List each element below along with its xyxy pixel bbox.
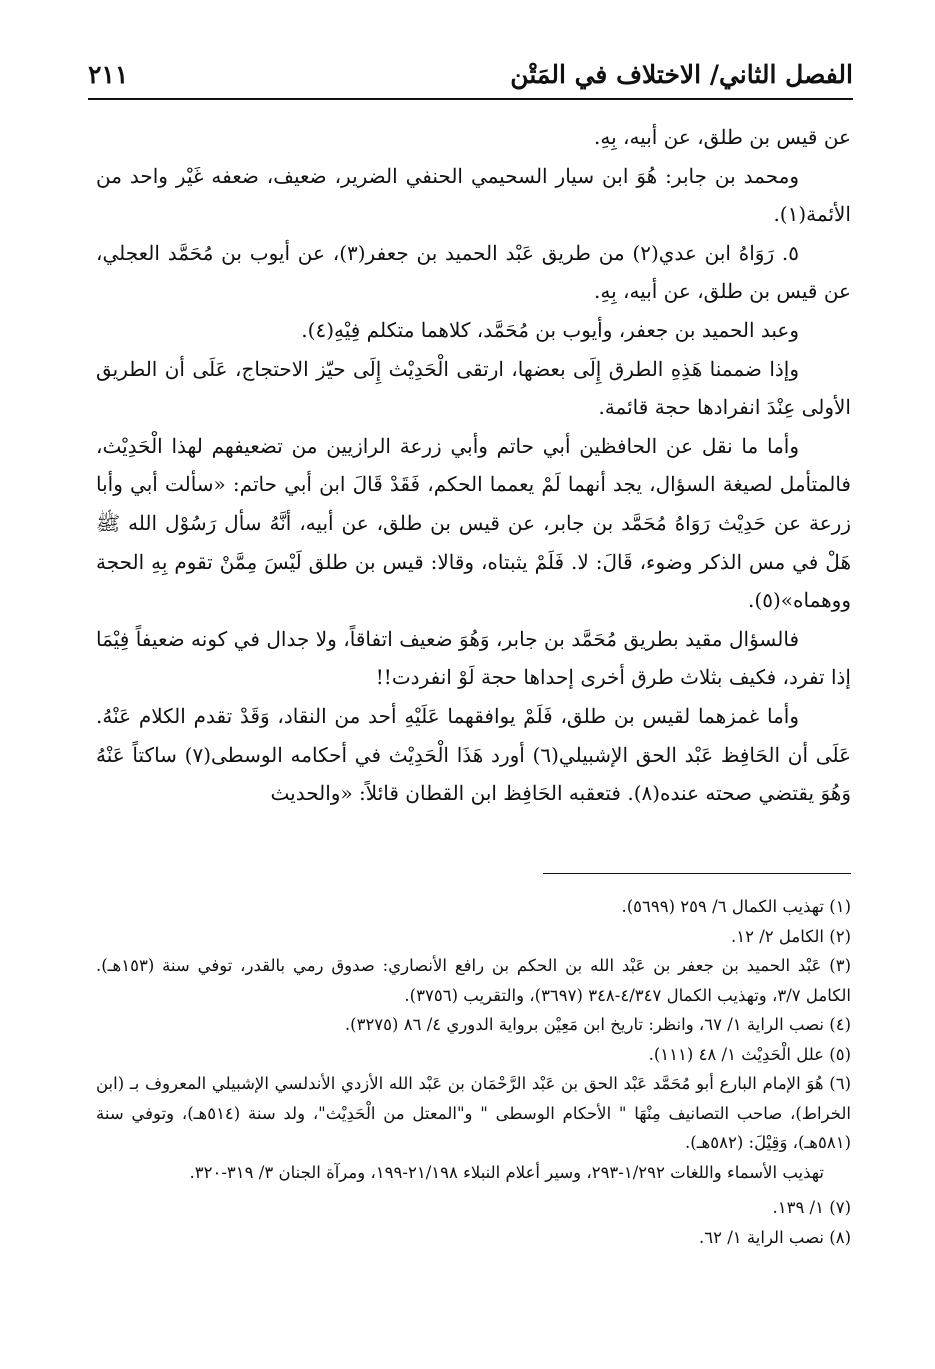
footnote: (١) تهذيب الكمال ٦/ ٢٥٩ (٥٦٩٩). (621, 897, 851, 916)
chapter-title: الفصل الثاني/ الاختلاف في المَتْن (510, 60, 853, 89)
paragraph: ٥. رَوَاهُ ابن عدي(٢) من طريق عَبْد الحميد بن جعفر(٣)، عن أيوب بن مُحَمَّد العجلي، عن قيس بن طلق، عن أبيه، بِهِ. (96, 240, 851, 304)
footnote: (٧) ١/ ١٣٩. (772, 1198, 851, 1217)
paragraph: ومحمد بن جابر: هُوَ ابن سيار السحيمي الحنفي الضرير، ضعيف، ضعفه غَيْر واحد من الأئمة(١). (96, 163, 851, 227)
paragraph: عن قيس بن طلق، عن أبيه، بِهِ. (593, 125, 851, 149)
footnote: (٦) هُوَ الإمام البارع أبو مُحَمَّد عَبْد الحق بن عَبْد الرَّحْمَان بن عَبْد الله الأزدي الأندلسي الإشبيلي المعروف بـ (ابن الخراط)، صاحب التصانيف مِنْهَا " الأحكام الوسطى " و"المعتل من الْحَدِيْث"، ولد سنة (٥١٤هـ)، وتوفي سنة (٥٨١هـ)، وَقِيْلَ: (٥٨٢هـ). (96, 1074, 851, 1152)
footnote: (٥) علل الْحَدِيْث ١/ ٤٨ (١١١). (648, 1044, 851, 1064)
main-text (96, 118, 851, 813)
footnote: (٤) نصب الراية ١/ ٦٧، وانظر: تاريخ ابن مَعِيْن برواية الدوري ٤/ ٨٦ (٣٢٧٥). (344, 1015, 851, 1034)
paragraph: وعبد الحميد بن جعفر، وأيوب بن مُحَمَّد، كلاهما متكلم فِيْهِ(٤). (301, 317, 799, 342)
paragraph: وإذا ضممنا هَذِهِ الطرق إِلَى بعضها، ارتقى الْحَدِيْث إِلَى حيّز الاحتجاج، عَلَى أن الطريق الأولى عِنْدَ انفرادها حجة قائمة. (96, 356, 851, 420)
footnote-continuation: تهذيب الأسماء واللغات ١/٢٩٢-٢٩٣، وسير أعلام النبلاء ٢١/١٩٨-١٩٩، ومرآة الجنان ٣/ ٣١٩-٣٢٠. (189, 1162, 824, 1182)
footnote: (٣) عَبْد الحميد بن جعفر بن عَبْد الله بن الحكم بن رافع الأنصاري: صدوق رمي بالقدر، توفي سنة (١٥٣هـ). الكامل ٣/٧، وتهذيب الكمال ٤/٣٤٧-٣٤٨ (٣٦٩٧)، والتقريب (٣٧٥٦). (96, 956, 851, 1005)
running-header (88, 56, 853, 100)
footnotes (96, 892, 851, 1252)
paragraph: فالسؤال مقيد بطريق مُحَمَّد بن جابر، وَهُوَ ضعيف اتفاقاً، ولا جدال في كونه ضعيفاً فِيْمَا إذا تفرد، فكيف بثلاث طرق أخرى إحداها حجة لَوْ انفردت!! (96, 626, 851, 690)
page-number: ٢١١ (88, 60, 129, 89)
paragraph: وأما ما نقل عن الحافظين أبي حاتم وأبي زرعة الرازيين من تضعيفهم لهذا الْحَدِيْث، فالمتأمل لصيغة السؤال، يجد أنهما لَمْ يعمما الحكم، فَقَدْ قَالَ ابن أبي حاتم: «سألت أبي وأبا زرعة عن حَدِيْث رَوَاهُ مُحَمَّد بن جابر، عن قيس بن طلق، عن أبيه، أنَّهُ سأل رَسُوْل الله ﷺ هَلْ في مس الذكر وضوء، قَالَ: لا. فَلَمْ يثبتاه، وقالا: قيس بن طلق لَيْسَ مِمَّنْ تقوم بِهِ الحجة ووهماه»(٥). (96, 433, 851, 613)
footnote: (٢) الكامل ٢/ ١٢. (731, 926, 851, 946)
footnote: (٨) نصب الراية ١/ ٦٢. (699, 1227, 851, 1247)
paragraph: وأما غمزهما لقيس بن طلق، فَلَمْ يوافقهما عَلَيْهِ أحد من النقاد، وَقَدْ تقدم الكلام عَنْهُ. عَلَى أن الحَافِظ عَبْد الحق الإشبيلي(٦) أورد هَذَا الْحَدِيْث في أحكامه الوسطى(٧) ساكتاً عَنْهُ وَهُوَ يقتضي صحته عنده(٨). فتعقبه الحَافِظ ابن القطان قائلاً: «والحديث (96, 703, 852, 806)
footnote-separator (543, 873, 851, 874)
